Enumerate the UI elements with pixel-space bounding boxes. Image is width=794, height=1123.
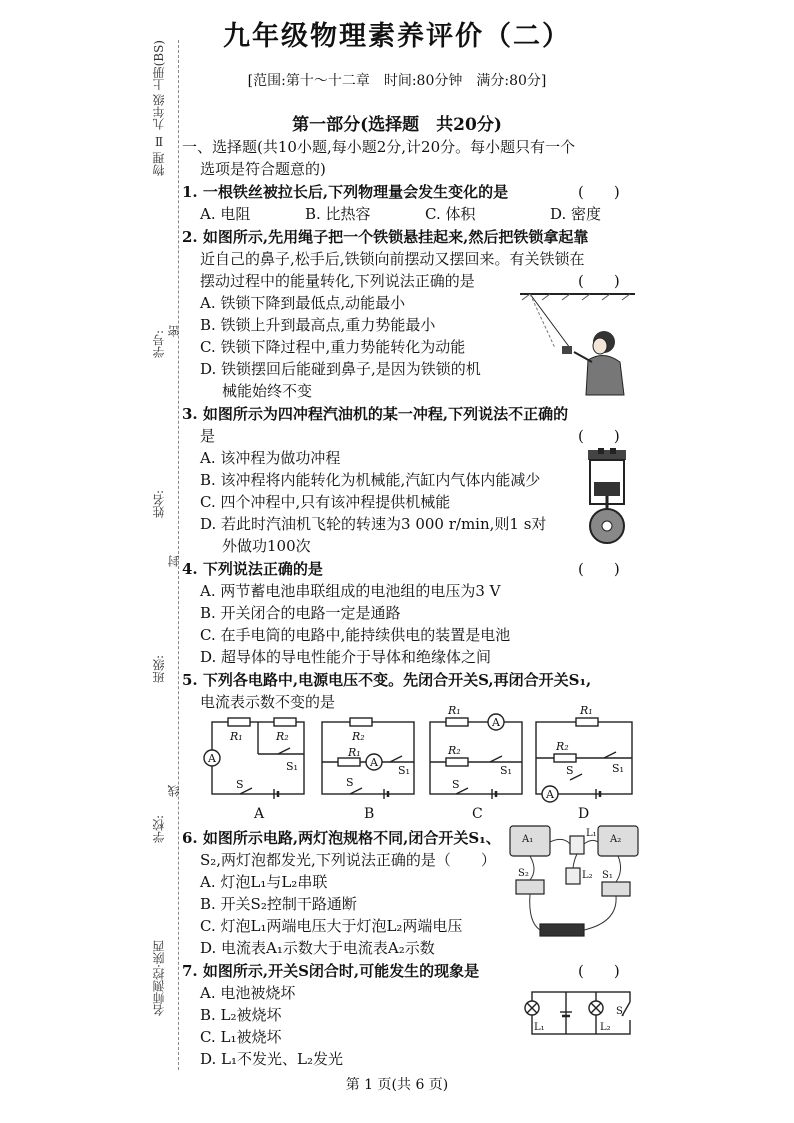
svg-text:S₁: S₁ xyxy=(398,764,410,777)
svg-text:R₂: R₂ xyxy=(556,740,569,753)
q5-stem-1: 5. 下列各电路中,电源电压不变。先闭合开关S,再闭合开关S₁, xyxy=(182,671,592,689)
q5-stem-2: 电流表示数不变的是 xyxy=(200,693,336,711)
svg-text:L₁: L₁ xyxy=(534,1022,545,1033)
q7-option-c[interactable]: C. L₁被烧坏 xyxy=(200,1028,282,1046)
q7-option-b[interactable]: B. L₂被烧坏 xyxy=(200,1006,282,1024)
svg-text:S: S xyxy=(236,778,244,791)
sidebar-banji: 班级: xyxy=(152,655,166,684)
q4-option-c[interactable]: C. 在手电筒的电路中,能持续供电的装置是电池 xyxy=(200,626,511,644)
q2-answer-paren[interactable]: ( ) xyxy=(578,272,620,290)
svg-text:S₁: S₁ xyxy=(500,764,512,777)
svg-text:R₂: R₂ xyxy=(276,730,289,743)
svg-text:A₁: A₁ xyxy=(522,834,534,845)
svg-text:R₁: R₁ xyxy=(230,730,243,743)
section-intro-1: 一、选择题(共10小题,每小题2分,计20分。每小题只有一个 xyxy=(182,138,576,156)
q3-option-d-2: 外做功100次 xyxy=(222,537,311,555)
svg-text:R₂: R₂ xyxy=(448,744,461,757)
svg-text:L₂: L₂ xyxy=(600,1022,611,1033)
q1-option-c[interactable]: C. 体积 xyxy=(425,205,476,223)
q5-label-a: A xyxy=(254,806,265,822)
svg-text:R₁: R₁ xyxy=(448,704,461,717)
q4-option-a[interactable]: A. 两节蓄电池串联组成的电池组的电压为3 V xyxy=(200,582,501,600)
sidebar-mi: 密 xyxy=(167,325,181,337)
q2-option-c[interactable]: C. 铁锁下降过程中,重力势能转化为动能 xyxy=(200,338,466,356)
q3-option-a[interactable]: A. 该冲程为做功冲程 xyxy=(200,449,341,467)
q7-answer-paren[interactable]: ( ) xyxy=(578,962,620,980)
q3-stem-2: 是 xyxy=(200,427,216,445)
sidebar-xingming: 姓名: xyxy=(152,490,166,519)
q2-stem-2: 近自己的鼻子,松手后,铁锁向前摆动又摆回来。有关铁锁在 xyxy=(200,250,585,268)
q6-option-d[interactable]: D. 电流表A₁示数大于电流表A₂示数 xyxy=(200,939,435,957)
svg-text:A: A xyxy=(546,788,554,801)
svg-text:S₁: S₁ xyxy=(612,762,624,775)
section-intro-2: 选项是符合题意的) xyxy=(200,160,326,178)
svg-text:A₂: A₂ xyxy=(610,834,622,845)
q3-option-c[interactable]: C. 四个冲程中,只有该冲程提供机械能 xyxy=(200,493,451,511)
q2-option-b[interactable]: B. 铁锁上升到最高点,重力势能最小 xyxy=(200,316,436,334)
exam-meta: [范围:第十～十二章 时间:80分钟 满分:80分] xyxy=(247,73,547,89)
svg-text:S₁: S₁ xyxy=(286,760,298,773)
q7-option-a[interactable]: A. 电池被烧坏 xyxy=(200,984,296,1002)
q3-engine-figure xyxy=(576,448,638,546)
q5-label-b: B xyxy=(364,806,375,822)
q2-option-a[interactable]: A. 铁锁下降到最低点,动能最小 xyxy=(200,294,406,312)
sidebar-xian: 线 xyxy=(167,785,181,797)
q3-option-b[interactable]: B. 该冲程将内能转化为机械能,汽缸内气体内能减少 xyxy=(200,471,541,489)
q3-stem-1: 3. 如图所示为四冲程汽油机的某一冲程,下列说法不正确的 xyxy=(182,405,569,423)
q6-stem-1: 6. 如图所示电路,两灯泡规格不同,闭合开关S₁、 xyxy=(182,829,501,847)
q2-option-d-2: 械能始终不变 xyxy=(222,382,313,400)
q5-label-d: D xyxy=(578,806,590,822)
q4-stem: 4. 下列说法正确的是 xyxy=(182,560,323,578)
svg-text:S: S xyxy=(452,778,460,791)
q3-option-d-1[interactable]: D. 若此时汽油机飞轮的转速为3 000 r/min,则1 s对 xyxy=(200,515,547,533)
q1-option-b[interactable]: B. 比热容 xyxy=(305,205,371,223)
q2-stem-3: 摆动过程中的能量转化,下列说法正确的是 xyxy=(200,272,475,290)
svg-text:S₂: S₂ xyxy=(518,868,529,879)
sidebar-book-info: 物理 Ⅱ 九年级 上册(BS) xyxy=(152,40,166,176)
part-heading: 第一部分(选择题 共20分) xyxy=(292,115,502,135)
q4-option-d[interactable]: D. 超导体的导电性能介于导体和绝缘体之间 xyxy=(200,648,492,666)
q5-a-ammeter: A xyxy=(208,752,216,765)
svg-text:A: A xyxy=(370,756,378,769)
svg-text:L₂: L₂ xyxy=(582,870,593,881)
q6-option-a[interactable]: A. 灯泡L₁与L₂串联 xyxy=(200,873,328,891)
sidebar-publisher: 名师测控·陕西 xyxy=(152,940,166,1016)
svg-text:S₁: S₁ xyxy=(602,870,613,881)
svg-text:R₂: R₂ xyxy=(352,730,365,743)
sidebar-xuexiao: 学校: xyxy=(152,815,166,844)
svg-text:S: S xyxy=(346,776,354,789)
q5-circuits-figure xyxy=(200,704,640,824)
q2-stem-1: 2. 如图所示,先用绳子把一个铁锁悬挂起来,然后把铁锁拿起靠 xyxy=(182,228,589,246)
q2-pendulum-figure xyxy=(500,290,640,400)
q6-option-c[interactable]: C. 灯泡L₁两端电压大于灯泡L₂两端电压 xyxy=(200,917,463,935)
q2-option-d-1[interactable]: D. 铁锁摆回后能碰到鼻子,是因为铁锁的机 xyxy=(200,360,481,378)
q1-stem: 1. 一根铁丝被拉长后,下列物理量会发生变化的是 xyxy=(182,183,509,201)
q5-label-c: C xyxy=(472,806,483,822)
q1-option-a[interactable]: A. 电阻 xyxy=(200,205,251,223)
sidebar-xuehao: 学号: xyxy=(152,330,166,359)
q6-option-b[interactable]: B. 开关S₂控制干路通断 xyxy=(200,895,357,913)
q7-circuit-figure xyxy=(518,986,640,1046)
q3-answer-paren[interactable]: ( ) xyxy=(578,427,620,445)
sidebar-feng: 封 xyxy=(167,555,181,567)
q1-answer-paren[interactable]: ( ) xyxy=(578,183,620,201)
svg-text:L₁: L₁ xyxy=(586,828,597,839)
page-footer: 第 1 页(共 6 页) xyxy=(345,1077,449,1093)
svg-text:R₁: R₁ xyxy=(348,746,361,759)
q6-stem-2: S₂,两灯泡都发光,下列说法正确的是（ ） xyxy=(200,851,496,869)
q1-option-d[interactable]: D. 密度 xyxy=(550,205,602,223)
svg-text:S: S xyxy=(616,1006,623,1017)
page-title: 九年级物理素养评价（二） xyxy=(223,21,571,52)
svg-text:A: A xyxy=(492,716,500,729)
svg-text:R₁: R₁ xyxy=(580,704,593,717)
q7-stem: 7. 如图所示,开关S闭合时,可能发生的现象是 xyxy=(182,962,480,980)
q4-answer-paren[interactable]: ( ) xyxy=(578,560,620,578)
svg-text:S: S xyxy=(566,764,574,777)
q6-apparatus-figure xyxy=(508,822,640,944)
q7-option-d[interactable]: D. L₁不发光、L₂发光 xyxy=(200,1050,343,1068)
q4-option-b[interactable]: B. 开关闭合的电路一定是通路 xyxy=(200,604,401,622)
